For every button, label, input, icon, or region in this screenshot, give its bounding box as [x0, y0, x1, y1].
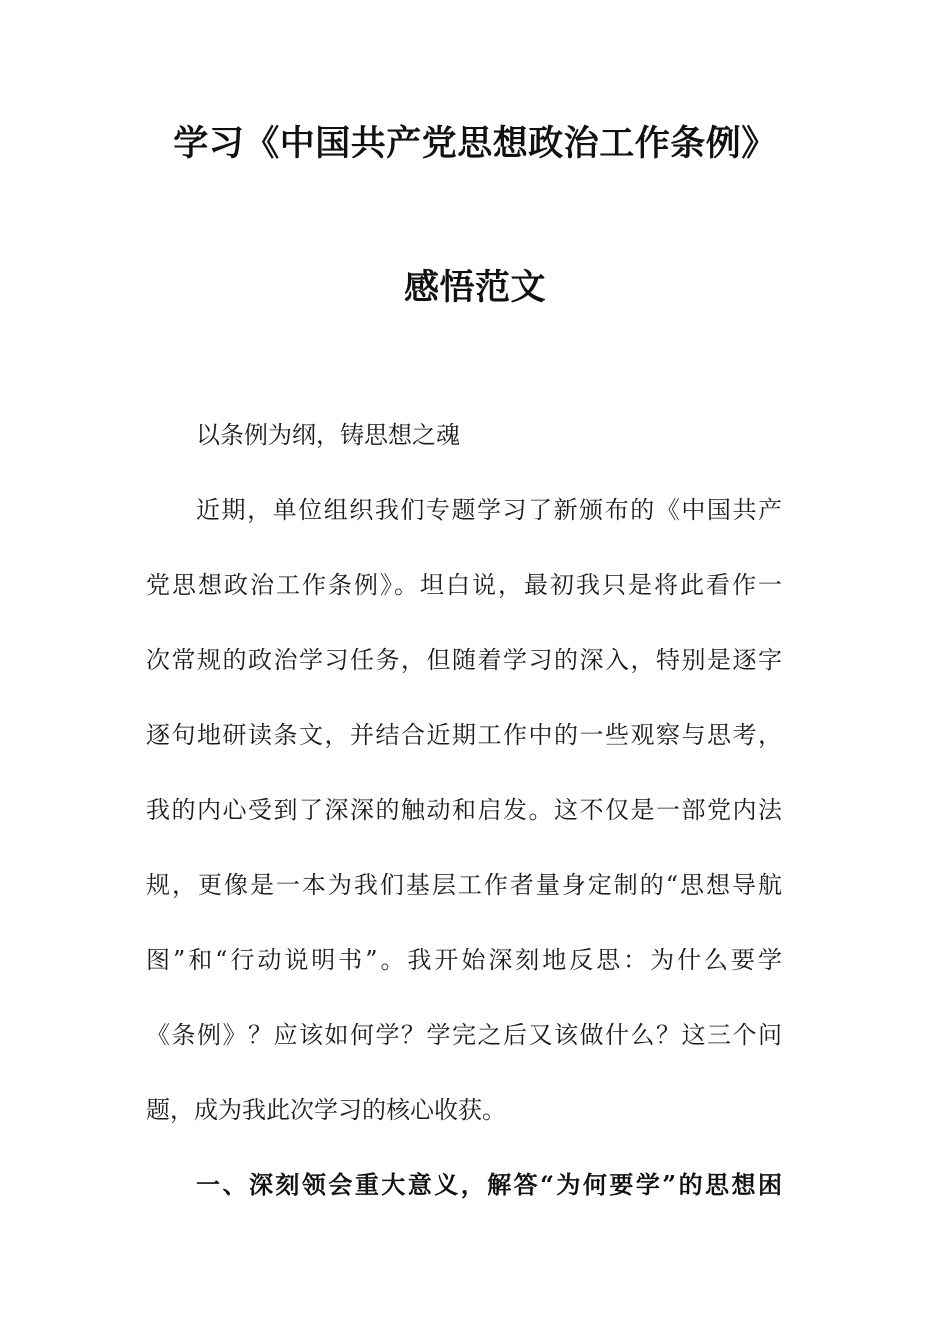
- paragraph-line: 图”和“行动说明书”。我开始深刻地反思：为什么要学: [146, 946, 782, 974]
- paragraph-line: 《条例》？应该如何学？学完之后又该做什么？这三个问: [146, 1021, 782, 1049]
- paragraph-line: 次常规的政治学习任务，但随着学习的深入，特别是逐字: [146, 646, 782, 674]
- paragraph-line: 党思想政治工作条例》。坦白说，最初我只是将此看作一: [146, 571, 782, 599]
- paragraph-line: 逐句地研读条文，并结合近期工作中的一些观察与思考，: [146, 721, 782, 749]
- paragraph-line: 近期，单位组织我们专题学习了新颁布的《中国共产: [196, 496, 782, 524]
- paragraph-line: 规，更像是一本为我们基层工作者量身定制的“思想导航: [146, 871, 782, 899]
- paragraph-line: 题，成为我此次学习的核心收获。: [146, 1096, 506, 1124]
- document-title-line-2: 感悟范文: [403, 268, 546, 308]
- section-heading: 一、深刻领会重大意义，解答“为何要学”的思想困: [196, 1170, 782, 1199]
- paragraph-line: 我的内心受到了深深的触动和启发。这不仅是一部党内法: [146, 796, 782, 824]
- document-subtitle: 以条例为纲，铸思想之魂: [196, 421, 460, 449]
- document-title-line-1: 学习《中国共产党思想政治工作条例》: [173, 124, 777, 164]
